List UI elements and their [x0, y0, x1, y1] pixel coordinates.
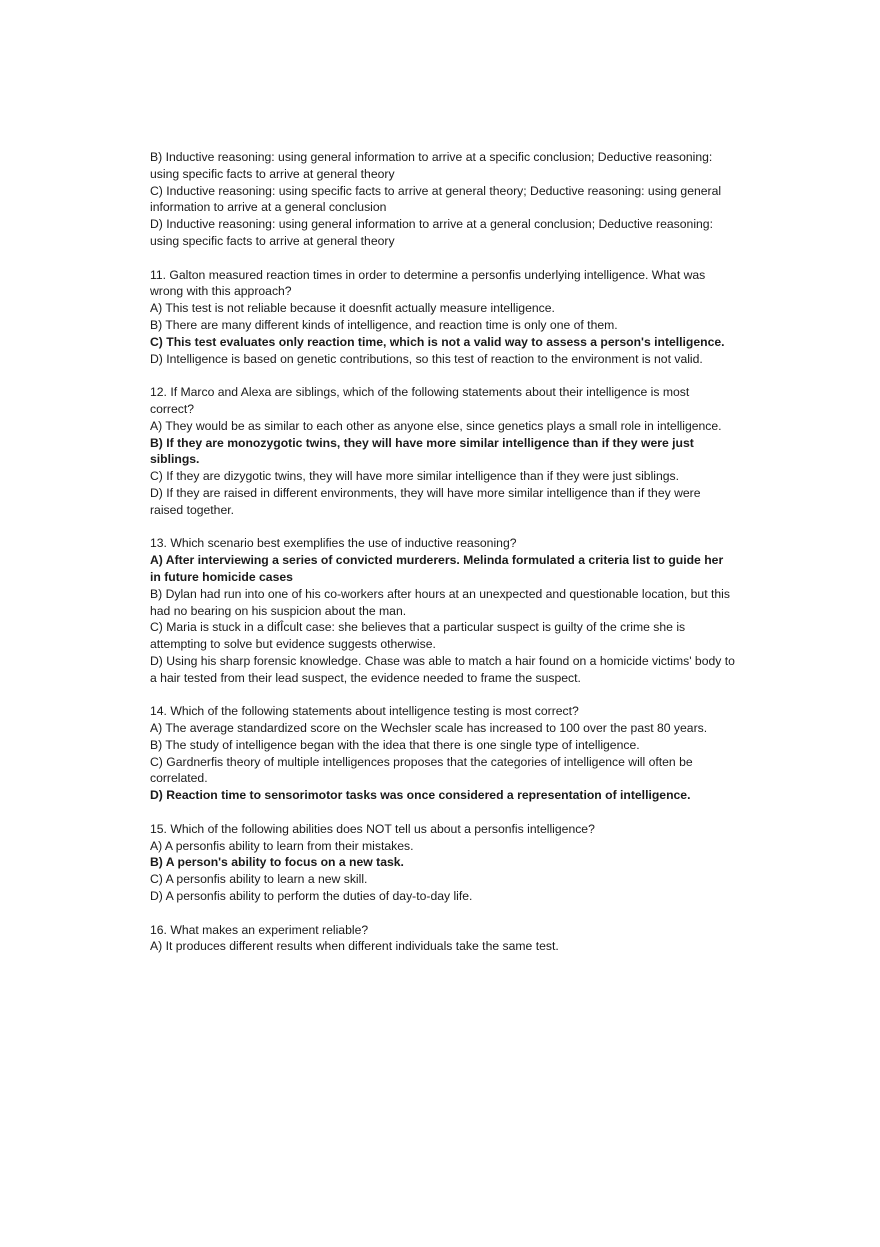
question-13 [150, 535, 735, 686]
answer-option: C) If they are dizygotic twins, they will have more similar intelligence than if they were just siblings. [150, 469, 680, 484]
answer-option: B) The study of intelligence began with the idea that there is one single type of intelligence. [150, 737, 640, 752]
correct-answer-option: C) This test evaluates only reaction time, which is not a valid way to assess a person's intelligence. [150, 334, 725, 349]
answer-option: D) Inductive reasoning: using general information to arrive at a general conclusion; Deductive reasoning: using specific facts to arrive at general theory [150, 217, 713, 248]
answer-option: B) There are many different kinds of intelligence, and reaction time is only one of them. [150, 317, 618, 332]
correct-answer-option: B) A person's ability to focus on a new task. [150, 855, 404, 870]
question-11 [150, 267, 735, 368]
question-16 [150, 922, 735, 956]
answer-option: A) The average standardized score on the Wechsler scale has increased to 100 over the past 80 years. [150, 721, 708, 736]
answer-option: D) A personﬁs ability to perform the duties of day-to-day life. [150, 889, 473, 904]
answer-option: A) It produces different results when different individuals take the same test. [150, 939, 559, 954]
answer-option: C) Gardnerﬁs theory of multiple intelligences proposes that the categories of intelligence will often be correlated. [150, 754, 693, 786]
question-12 [150, 384, 735, 518]
answer-option: A) They would be as similar to each other as anyone else, since genetics plays a small role in intelligence. [150, 418, 722, 433]
answer-option: A) A personﬁs ability to learn from their mistakes. [150, 838, 414, 853]
correct-answer-option: B) If they are monozygotic twins, they will have more similar intelligence than if they were just siblings. [150, 435, 694, 467]
correct-answer-option: A) After interviewing a series of convicted murderers. Melinda formulated a criteria list to guide her in future homicide cases [150, 553, 724, 584]
answer-option: D) If they are raised in different environments, they will have more similar intelligence than if they were raised together. [150, 485, 701, 517]
answer-option: B) Dylan had run into one of his co-workers after hours at an unexpected and questionable location, but this had no bearing on his suspicion about the man. [150, 586, 730, 618]
question-14 [150, 703, 735, 804]
answer-option: D) Using his sharp forensic knowledge. Chase was able to match a hair found on a homicide victims' body to a hair tested from their lead suspect, the evidence needed to frame the suspect. [150, 653, 735, 685]
question-text: 15. Which of the following abilities does NOT tell us about a personﬁs intelligence? [150, 821, 595, 836]
answer-option: D) Intelligence is based on genetic contributions, so this test of reaction to the environment is not valid. [150, 351, 703, 366]
answer-option: C) Maria is stuck in a difÎcult case: she believes that a particular suspect is guilty of the crime she is attempting to solve but evidence suggests otherwise. [150, 620, 686, 652]
question-text: 12. If Marco and Alexa are siblings, which of the following statements about their intelligence is most correct? [150, 385, 690, 416]
answer-option: C) A personﬁs ability to learn a new skill. [150, 872, 368, 887]
question-text: 11. Galton measured reaction times in order to determine a personﬁs underlying intelligence. What was wrong with this approach? [150, 267, 706, 299]
answer-option: A) This test is not reliable because it doesnﬁt actually measure intelligence. [150, 301, 555, 316]
question-text: 14. Which of the following statements about intelligence testing is most correct? [150, 704, 579, 719]
question-text: 16. What makes an experiment reliable? [150, 922, 369, 937]
document-body [150, 149, 735, 972]
question-text: 13. Which scenario best exemplifies the use of inductive reasoning? [150, 536, 517, 551]
question-10-options [150, 149, 735, 250]
answer-option: B) Inductive reasoning: using general information to arrive at a specific conclusion; Deductive reasoning: using specific facts to arrive at general theory [150, 150, 713, 181]
question-15 [150, 821, 735, 905]
answer-option: C) Inductive reasoning: using specific facts to arrive at general theory; Deductive reasoning: using general information to arrive at a general conclusion [150, 183, 722, 215]
correct-answer-option: D) Reaction time to sensorimotor tasks was once considered a representation of intelligence. [150, 788, 691, 803]
